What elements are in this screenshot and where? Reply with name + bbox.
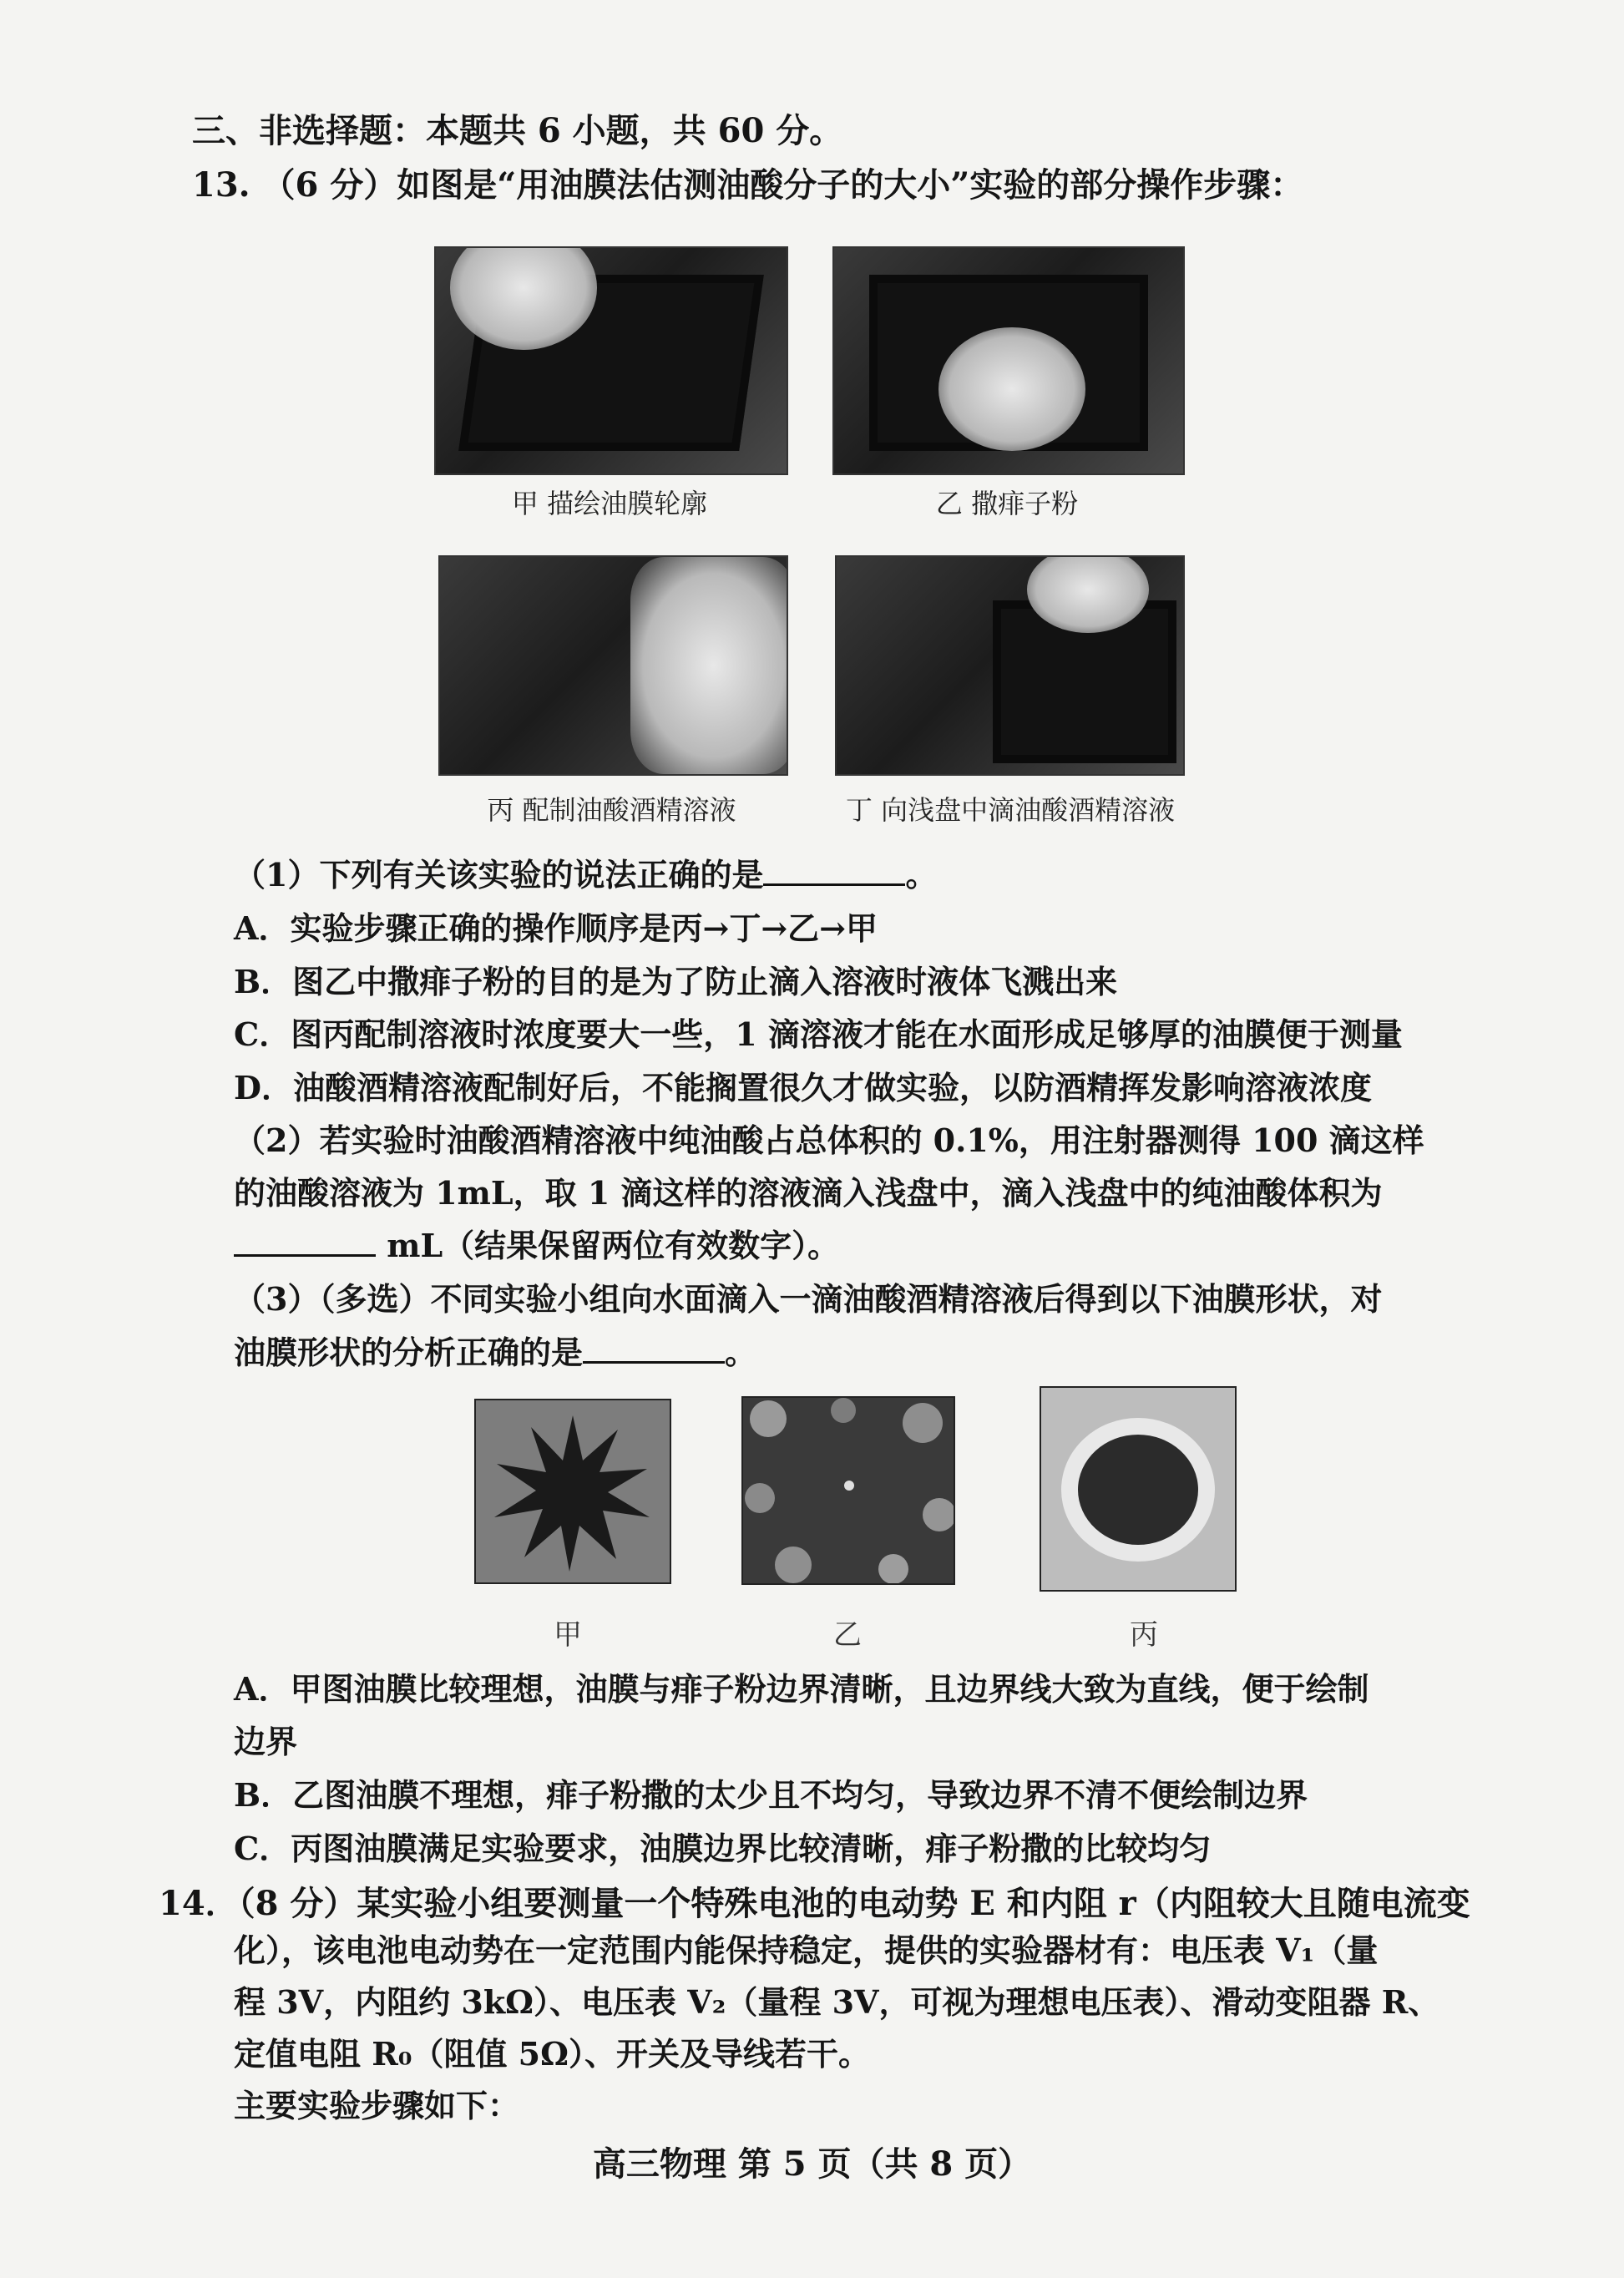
q14-line-2: 化），该电池电动势在一定范围内能保持稳定，提供的实验器材有：电压表 V₁（量 — [234, 1931, 1379, 1969]
caption-ding: 丁 向浅盘中滴油酸酒精溶液 — [845, 794, 1176, 826]
q13-part3-option-c: C．丙图油膜满足实验要求，油膜边界比较清晰，痱子粉撒的比较均匀 — [234, 1830, 1212, 1867]
q13-part3-end: 。 — [725, 1334, 757, 1371]
oil-film-jia-image — [474, 1399, 671, 1584]
answer-blank-2[interactable] — [234, 1226, 376, 1257]
q13-part2-line3 — [234, 1224, 1499, 1268]
caption-yi: 乙 撒痱子粉 — [935, 488, 1079, 519]
photo-ding — [835, 555, 1185, 776]
oil-film-yi-image — [741, 1396, 955, 1585]
caption-bing: 丙 配制油酸酒精溶液 — [487, 794, 736, 826]
patchy-film-shape — [743, 1398, 954, 1583]
q13-part1-prompt — [234, 853, 1499, 897]
q13-part3-line2 — [234, 1331, 1499, 1374]
photo-yi — [832, 246, 1185, 475]
q13-part2-line2: 的油酸溶液为 1mL，取 1 滴这样的溶液滴入浅盘中，滴入浅盘中的纯油酸体积为 — [234, 1174, 1383, 1212]
q13-option-d: D．油酸酒精溶液配制好后，不能搁置很久才做实验，以防酒精挥发影响溶液浓度 — [234, 1069, 1372, 1106]
q13-part3-option-a-cont: 边界 — [234, 1723, 298, 1760]
q14-line-1: 14．（8 分）某实验小组要测量一个特殊电池的电动势 E 和内阻 r（内阻较大且随电流变 — [159, 1884, 1470, 1923]
starburst-film-shape — [476, 1400, 670, 1582]
answer-blank-3[interactable] — [583, 1333, 725, 1364]
caption-jia: 甲 描绘油膜轮廓 — [511, 488, 708, 519]
photo-jia — [434, 246, 788, 475]
q13-option-c: C．图丙配制溶液时浓度要大一些，1 滴溶液才能在水面形成足够厚的油膜便于测量 — [234, 1015, 1403, 1053]
q13-part1-text: （1）下列有关该实验的说法正确的是 — [234, 856, 764, 893]
q13-part2-unit: mL（结果保留两位有效数字）。 — [376, 1227, 840, 1264]
q14-line-3: 程 3V，内阻约 3kΩ）、电压表 V₂（量程 3V，可视为理想电压表）、滑动变阻器 R、 — [234, 1983, 1440, 2021]
q13-part3-option-a: A．甲图油膜比较理想，油膜与痱子粉边界清晰，且边界线大致为直线，便于绘制 — [234, 1670, 1369, 1708]
round-film-shape — [1041, 1388, 1235, 1590]
oil-film-bing-image — [1040, 1386, 1237, 1592]
figure-label-yi: 乙 — [833, 1618, 862, 1652]
q13-option-b: B．图乙中撒痱子粉的目的是为了防止滴入溶液时液体飞溅出来 — [234, 963, 1118, 1000]
figure-label-bing: 丙 — [1130, 1618, 1158, 1652]
q13-part3-line1: （3）（多选）不同实验小组向水面滴入一滴油酸酒精溶液后得到以下油膜形状，对 — [234, 1280, 1383, 1318]
q13-part3-option-b: B．乙图油膜不理想，痱子粉撒的太少且不均匀，导致边界不清不便绘制边界 — [234, 1776, 1308, 1814]
q13-part1-end: 。 — [905, 856, 938, 893]
q13-part3-text: 油膜形状的分析正确的是 — [234, 1334, 584, 1371]
photo-bing — [438, 555, 788, 776]
q13-option-a: A．实验步骤正确的操作顺序是丙→丁→乙→甲 — [234, 909, 878, 947]
q13-part2-line1: （2）若实验时油酸酒精溶液中纯油酸占总体积的 0.1%，用注射器测得 100 滴这样 — [234, 1121, 1424, 1159]
figure-label-jia: 甲 — [554, 1618, 582, 1652]
q13-stem: 13. （6 分）如图是“用油膜法估测油酸分子的大小”实验的部分操作步骤： — [192, 165, 1304, 205]
q14-line-4: 定值电阻 R₀（阻值 5Ω）、开关及导线若干。 — [234, 2035, 870, 2073]
answer-blank-1[interactable] — [763, 855, 905, 886]
q14-line-5: 主要实验步骤如下： — [234, 2087, 520, 2124]
section-title: 三、非选择题：本题共 6 小题，共 60 分。 — [192, 111, 843, 150]
page-footer: 高三物理 第 5 页（共 8 页） — [592, 2144, 1032, 2184]
